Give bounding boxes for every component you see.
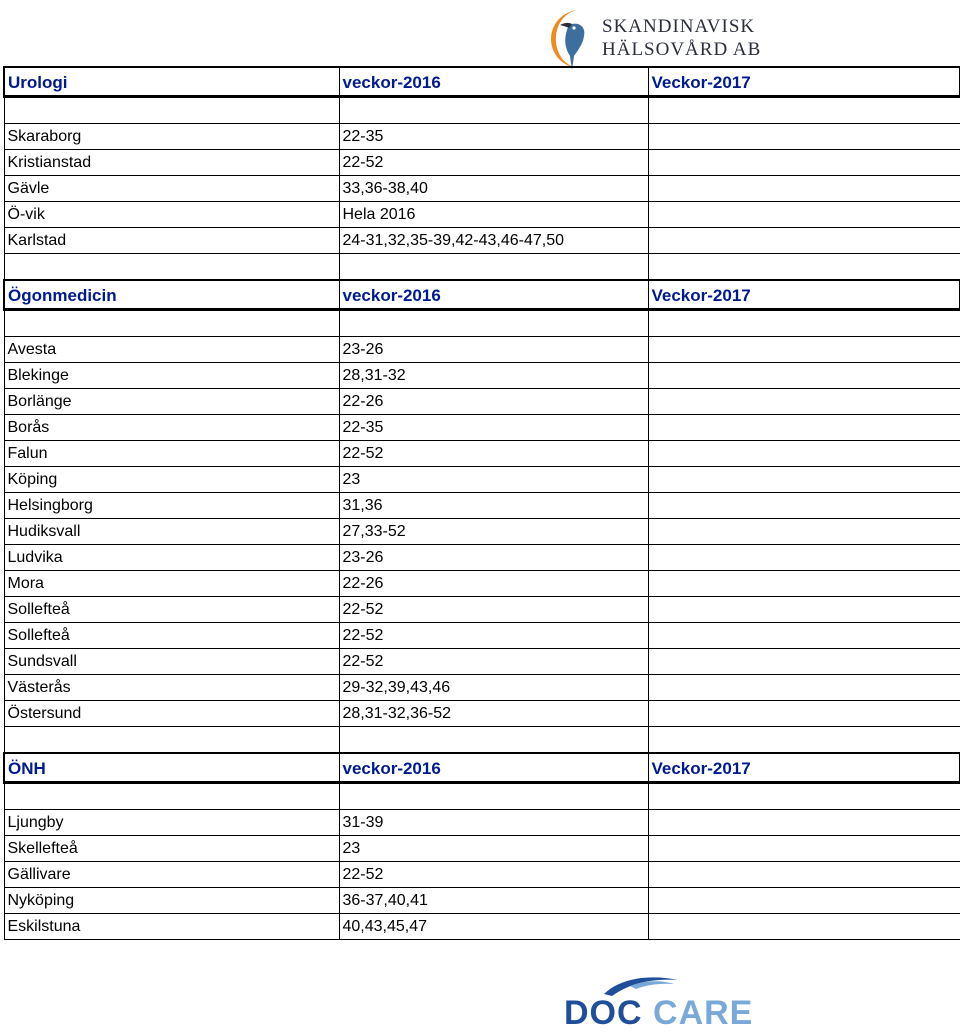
weeks-2016-cell: 22-26 <box>339 389 648 415</box>
location-cell: Ö-vik <box>4 202 339 228</box>
weeks-2016-cell: Hela 2016 <box>339 202 648 228</box>
logo-line-2: HÄLSOVÅRD AB <box>602 39 762 60</box>
logo-line-1: SKANDINAVISK <box>602 16 756 37</box>
weeks-2017-cell <box>648 519 960 545</box>
weeks-2017-cell <box>648 124 960 150</box>
weeks-2017-cell <box>648 363 960 389</box>
weeks-2016-cell: 23-26 <box>339 337 648 363</box>
section-header-row <box>4 753 960 783</box>
empty-cell <box>339 310 648 337</box>
table-row <box>4 493 960 519</box>
weeks-2017-cell <box>648 467 960 493</box>
schedule-table <box>3 66 960 940</box>
location-cell: Gävle <box>4 176 339 202</box>
table-row <box>4 836 960 862</box>
weeks-2016-cell: 22-52 <box>339 597 648 623</box>
empty-cell <box>4 97 339 124</box>
location-cell: Sollefteå <box>4 623 339 649</box>
weeks-2016-cell: 24-31,32,35-39,42-43,46-47,50 <box>339 228 648 254</box>
weeks-2016-cell: 23 <box>339 836 648 862</box>
weeks-2017-cell <box>648 623 960 649</box>
empty-cell <box>4 727 339 754</box>
table-row <box>4 337 960 363</box>
table-row <box>4 363 960 389</box>
location-cell: Skaraborg <box>4 124 339 150</box>
weeks-2016-cell: 29-32,39,43,46 <box>339 675 648 701</box>
empty-cell <box>648 310 960 337</box>
table-row <box>4 701 960 727</box>
location-cell: Borlänge <box>4 389 339 415</box>
table-row <box>4 810 960 836</box>
table-row <box>4 202 960 228</box>
table-row <box>4 888 960 914</box>
doc-word: DOC <box>564 994 643 1032</box>
weeks-2017-cell <box>648 337 960 363</box>
table-row <box>4 441 960 467</box>
weeks-2016-cell: 36-37,40,41 <box>339 888 648 914</box>
weeks-2016-cell: 28,31-32 <box>339 363 648 389</box>
weeks-2016-cell: 22-52 <box>339 150 648 176</box>
location-cell: Eskilstuna <box>4 914 339 940</box>
column-header-2017: Veckor-2017 <box>648 67 960 97</box>
table-row <box>4 675 960 701</box>
location-cell: Skellefteå <box>4 836 339 862</box>
table-row <box>4 862 960 888</box>
weeks-2017-cell <box>648 571 960 597</box>
empty-cell <box>648 727 960 754</box>
table-row <box>4 649 960 675</box>
location-cell: Blekinge <box>4 363 339 389</box>
section-header-row <box>4 67 960 97</box>
location-cell: Köping <box>4 467 339 493</box>
empty-cell <box>339 727 648 754</box>
empty-cell <box>4 310 339 337</box>
blank-row <box>4 783 960 810</box>
section-title: ÖNH <box>4 753 339 783</box>
empty-cell <box>648 783 960 810</box>
empty-cell <box>648 254 960 281</box>
location-cell: Sundsvall <box>4 649 339 675</box>
weeks-2017-cell <box>648 914 960 940</box>
table-row <box>4 228 960 254</box>
weeks-2017-cell <box>648 202 960 228</box>
weeks-2017-cell <box>648 675 960 701</box>
location-cell: Östersund <box>4 701 339 727</box>
blank-row <box>4 97 960 124</box>
weeks-2016-cell: 40,43,45,47 <box>339 914 648 940</box>
weeks-2017-cell <box>648 493 960 519</box>
table-row <box>4 176 960 202</box>
weeks-2017-cell <box>648 701 960 727</box>
location-cell: Karlstad <box>4 228 339 254</box>
weeks-2016-cell: 28,31-32,36-52 <box>339 701 648 727</box>
table-row <box>4 415 960 441</box>
weeks-2017-cell <box>648 176 960 202</box>
weeks-2017-cell <box>648 888 960 914</box>
location-cell: Hudiksvall <box>4 519 339 545</box>
weeks-2017-cell <box>648 597 960 623</box>
weeks-2016-cell: 31,36 <box>339 493 648 519</box>
weeks-2016-cell: 23 <box>339 467 648 493</box>
location-cell: Nyköping <box>4 888 339 914</box>
table-row <box>4 914 960 940</box>
weeks-2016-cell: 22-35 <box>339 124 648 150</box>
weeks-2017-cell <box>648 389 960 415</box>
column-header-2017: Veckor-2017 <box>648 280 960 310</box>
table-row <box>4 571 960 597</box>
doc-care-wordmark <box>564 994 753 1033</box>
table-row <box>4 150 960 176</box>
weeks-2017-cell <box>648 649 960 675</box>
location-cell: Ludvika <box>4 545 339 571</box>
weeks-2016-cell: 22-52 <box>339 623 648 649</box>
weeks-2016-cell: 22-26 <box>339 571 648 597</box>
location-cell: Falun <box>4 441 339 467</box>
location-cell: Gällivare <box>4 862 339 888</box>
empty-cell <box>648 97 960 124</box>
table-row <box>4 389 960 415</box>
table-row <box>4 124 960 150</box>
location-cell: Helsingborg <box>4 493 339 519</box>
section-title: Urologi <box>4 67 339 97</box>
weeks-2016-cell: 31-39 <box>339 810 648 836</box>
empty-cell <box>339 97 648 124</box>
location-cell: Avesta <box>4 337 339 363</box>
blank-row <box>4 310 960 337</box>
column-header-2016: veckor-2016 <box>339 280 648 310</box>
weeks-2017-cell <box>648 228 960 254</box>
empty-cell <box>4 783 339 810</box>
section-header-row <box>4 280 960 310</box>
weeks-2016-cell: 22-35 <box>339 415 648 441</box>
location-cell: Borås <box>4 415 339 441</box>
blank-row <box>4 254 960 281</box>
weeks-2016-cell: 22-52 <box>339 862 648 888</box>
column-header-2017: Veckor-2017 <box>648 753 960 783</box>
weeks-2017-cell <box>648 862 960 888</box>
section-title: Ögonmedicin <box>4 280 339 310</box>
location-cell: Mora <box>4 571 339 597</box>
table-row <box>4 519 960 545</box>
weeks-2017-cell <box>648 545 960 571</box>
table-row <box>4 623 960 649</box>
location-cell: Sollefteå <box>4 597 339 623</box>
weeks-2017-cell <box>648 150 960 176</box>
weeks-2016-cell: 33,36-38,40 <box>339 176 648 202</box>
weeks-2017-cell <box>648 415 960 441</box>
table-row <box>4 545 960 571</box>
care-word: CARE <box>653 994 754 1032</box>
empty-cell <box>4 254 339 281</box>
table-row <box>4 597 960 623</box>
column-header-2016: veckor-2016 <box>339 67 648 97</box>
location-cell: Västerås <box>4 675 339 701</box>
weeks-2016-cell: 23-26 <box>339 545 648 571</box>
location-cell: Ljungby <box>4 810 339 836</box>
empty-cell <box>339 783 648 810</box>
blank-row <box>4 727 960 754</box>
weeks-2016-cell: 22-52 <box>339 649 648 675</box>
empty-cell <box>339 254 648 281</box>
table-row <box>4 467 960 493</box>
weeks-2017-cell <box>648 810 960 836</box>
column-header-2016: veckor-2016 <box>339 753 648 783</box>
skandinavisk-halsovard-logo <box>550 6 810 72</box>
bird-moon-icon <box>550 6 602 72</box>
weeks-2016-cell: 22-52 <box>339 441 648 467</box>
weeks-2016-cell: 27,33-52 <box>339 519 648 545</box>
weeks-2017-cell <box>648 836 960 862</box>
doc-care-logo <box>560 972 754 1032</box>
weeks-2017-cell <box>648 441 960 467</box>
location-cell: Kristianstad <box>4 150 339 176</box>
